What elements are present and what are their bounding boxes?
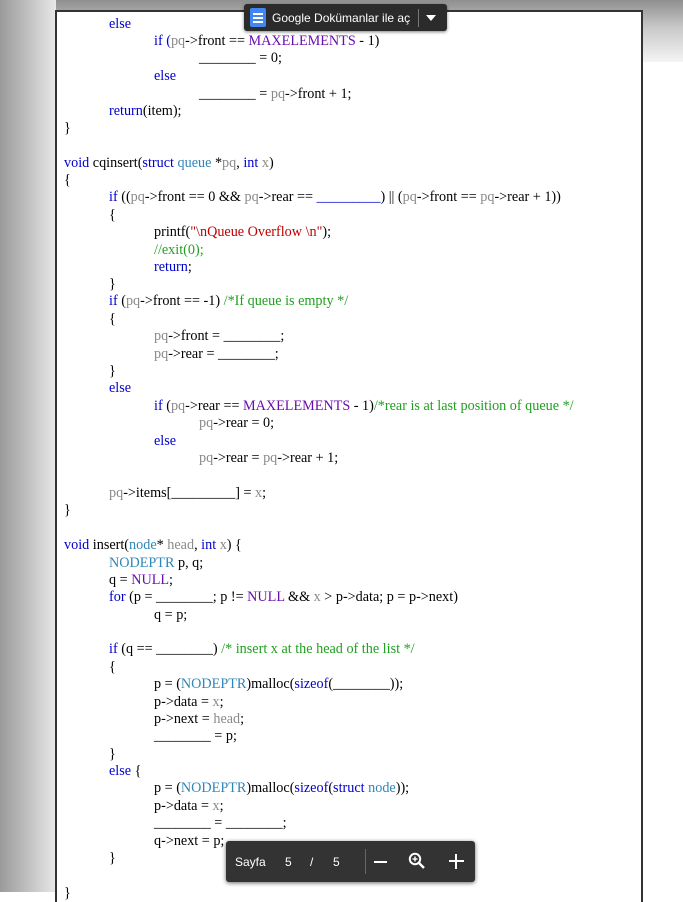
code-token: else	[154, 433, 177, 449]
code-token: pq	[270, 86, 286, 102]
code-token: > p->data; p = p->next)	[320, 589, 458, 605]
code-token: void	[64, 537, 90, 553]
code-token: pq	[244, 189, 259, 205]
code-token: pq	[199, 450, 214, 466]
code-line	[154, 711, 244, 728]
code-token: {	[109, 659, 116, 675]
code-line	[109, 189, 561, 206]
code-token: ;	[262, 485, 267, 501]
code-line	[154, 728, 237, 745]
code-line	[154, 346, 279, 363]
code-token: p->data =	[154, 694, 213, 710]
code-line	[64, 502, 71, 519]
code-token: pq	[402, 189, 417, 205]
code-token: *	[211, 155, 223, 171]
code-token: else	[109, 763, 132, 779]
code-token: x	[212, 694, 220, 710]
code-token: }	[109, 363, 116, 379]
code-token: ;	[240, 711, 245, 727]
code-token: (	[117, 293, 126, 309]
code-token: )malloc(	[246, 676, 295, 692]
code-line	[154, 398, 574, 415]
code-line	[154, 328, 284, 345]
zoom-plus-icon[interactable]	[449, 854, 464, 869]
code-line	[154, 242, 204, 259]
open-with-google-docs-button[interactable]	[244, 4, 447, 31]
code-token: /*If queue is empty */	[223, 293, 349, 309]
zoom-out-icon[interactable]	[374, 861, 387, 863]
code-token: sizeof	[294, 780, 329, 796]
code-token: pq	[154, 328, 169, 344]
code-token: cqinsert(	[89, 155, 143, 171]
code-token: {	[131, 763, 142, 779]
code-line	[109, 746, 116, 763]
code-token: ->front = ________;	[168, 328, 285, 344]
code-token: {	[109, 207, 116, 223]
code-token: x	[212, 798, 220, 814]
code-token: ((	[117, 189, 131, 205]
code-token: ->rear ==	[258, 189, 317, 205]
code-line	[109, 641, 415, 658]
code-token: ________ = 0;	[199, 50, 282, 66]
code-line	[64, 155, 274, 172]
code-token: ________ = ________;	[154, 815, 287, 831]
code-line	[109, 207, 116, 224]
code-token: //exit(0);	[154, 242, 204, 258]
code-line	[154, 33, 379, 50]
code-token: pq	[125, 293, 141, 309]
code-token: {	[109, 311, 116, 327]
code-token: ) {	[226, 537, 242, 553]
code-line	[199, 50, 282, 67]
code-token: p, q;	[174, 555, 204, 571]
code-token: )	[268, 155, 274, 171]
code-token: pq	[199, 415, 214, 431]
code-token: else	[109, 380, 132, 396]
code-token: struct	[333, 780, 365, 796]
code-token: }	[109, 276, 116, 292]
toolbar-divider	[418, 9, 419, 27]
code-line	[109, 380, 131, 397]
code-token: pq	[154, 346, 169, 362]
code-token: p = (	[154, 676, 181, 692]
code-token: else	[154, 68, 177, 84]
code-token: p->data =	[154, 798, 213, 814]
code-token: ;	[219, 798, 224, 814]
code-token: NODEPTR	[109, 555, 175, 571]
code-token: MAXELEMENTS	[243, 398, 351, 414]
code-token: if	[109, 293, 118, 309]
code-line	[199, 415, 274, 432]
code-token: - 1)	[350, 398, 374, 414]
code-line	[64, 172, 71, 189]
code-token: NULL	[131, 572, 170, 588]
code-token: x	[255, 485, 263, 501]
code-token: /* insert x at the head of the list */	[221, 641, 415, 657]
code-token: ));	[395, 780, 410, 796]
code-token: _________	[316, 189, 381, 205]
code-line	[154, 694, 224, 711]
code-token: pq	[263, 450, 278, 466]
code-token: ->rear ==	[185, 398, 244, 414]
code-token: int	[201, 537, 217, 553]
code-token: ->rear =	[213, 450, 264, 466]
code-token: ________ =	[199, 86, 271, 102]
code-token: node	[368, 780, 396, 796]
code-token: x	[313, 589, 321, 605]
code-line	[109, 276, 116, 293]
page-navigation-bar	[226, 841, 475, 882]
code-token: (q == ________)	[117, 641, 222, 657]
code-line	[199, 86, 351, 103]
code-line	[154, 815, 287, 832]
code-token: ;	[219, 694, 224, 710]
code-token: x	[219, 537, 227, 553]
code-token: (item);	[142, 103, 182, 119]
code-line	[64, 120, 71, 137]
code-token: pq	[480, 189, 495, 205]
code-line	[109, 311, 116, 328]
code-token: ->front ==	[185, 33, 249, 49]
code-token: return	[109, 103, 143, 119]
code-line	[64, 537, 242, 554]
code-token: (	[328, 780, 334, 796]
code-line	[109, 850, 116, 867]
code-line	[109, 293, 348, 310]
zoom-in-magnifier-icon[interactable]	[408, 852, 426, 870]
code-token: struct	[142, 155, 174, 171]
code-token: queue	[177, 155, 212, 171]
code-line	[64, 885, 71, 902]
code-token: }	[64, 120, 71, 136]
code-token: ->rear + 1))	[494, 189, 561, 205]
open-with-label: Google Dokümanlar ile aç	[272, 10, 411, 25]
code-token: q =	[109, 572, 132, 588]
code-line	[154, 433, 176, 450]
code-token: sizeof	[294, 676, 329, 692]
current-page-number[interactable]: 5	[285, 855, 292, 869]
code-token: x	[261, 155, 269, 171]
code-token: if (	[154, 33, 171, 49]
code-token: ;	[169, 572, 173, 588]
code-line	[109, 555, 203, 572]
code-token: pq	[170, 398, 186, 414]
code-token: for	[109, 589, 126, 605]
dropdown-caret-icon[interactable]	[426, 15, 436, 21]
document-page	[55, 10, 643, 902]
code-token: ->front == 0 &&	[144, 189, 245, 205]
code-line	[154, 68, 176, 85]
code-token: - 1)	[355, 33, 380, 49]
code-token: if	[109, 641, 118, 657]
code-token: pq	[130, 189, 145, 205]
code-line	[109, 763, 141, 780]
code-token: ;	[187, 259, 192, 275]
code-line	[109, 572, 173, 589]
code-token: )malloc(	[246, 780, 295, 796]
code-token: printf(	[154, 224, 191, 240]
code-line	[154, 224, 331, 241]
code-token: p->next =	[154, 711, 214, 727]
code-token: if	[109, 189, 118, 205]
code-token: ->front ==	[416, 189, 481, 205]
code-token: &&	[284, 589, 314, 605]
code-token: ->rear = 0;	[213, 415, 275, 431]
code-token: if	[154, 398, 163, 414]
code-line	[154, 259, 192, 276]
code-token: }	[64, 502, 71, 518]
code-token: {	[64, 172, 71, 188]
code-token: ,	[236, 155, 244, 171]
code-token: insert(	[89, 537, 130, 553]
code-token: );	[322, 224, 332, 240]
code-token: ________ = p;	[154, 728, 237, 744]
code-token: (p = ________; p !=	[125, 589, 248, 605]
viewer-left-margin	[0, 0, 56, 892]
code-token: else	[109, 16, 132, 32]
code-token: (________));	[328, 676, 404, 692]
code-token: ->front + 1;	[285, 86, 352, 102]
code-token: /*rear is at last position of queue */	[373, 398, 574, 414]
code-token: p = (	[154, 780, 181, 796]
code-token: ) || (	[380, 189, 403, 205]
code-token: int	[243, 155, 259, 171]
code-line	[109, 589, 458, 606]
code-token: MAXELEMENTS	[248, 33, 356, 49]
code-token: (	[162, 398, 171, 414]
code-line	[109, 103, 182, 120]
code-line	[154, 833, 224, 850]
code-line	[154, 676, 403, 693]
code-line	[109, 16, 131, 33]
code-token: pq	[222, 155, 237, 171]
code-line	[199, 450, 338, 467]
code-token: ->rear + 1;	[277, 450, 339, 466]
code-token: *	[156, 537, 168, 553]
code-token: }	[109, 746, 116, 762]
page-separator: /	[310, 855, 314, 869]
code-token: NODEPTR	[180, 780, 247, 796]
total-pages: 5	[333, 855, 340, 869]
code-token: q = p;	[154, 607, 188, 623]
code-token: return	[154, 259, 188, 275]
code-token: NODEPTR	[180, 676, 247, 692]
code-token: void	[64, 155, 90, 171]
code-token: }	[109, 850, 116, 866]
code-token: head	[167, 537, 195, 553]
code-token: node	[129, 537, 157, 553]
code-line	[109, 363, 116, 380]
pager-divider	[365, 849, 366, 874]
code-token: }	[64, 885, 71, 901]
code-token: ,	[194, 537, 202, 553]
code-token: pq	[170, 33, 186, 49]
code-line	[109, 659, 116, 676]
code-token: "\nQueue Overflow \n"	[190, 224, 323, 240]
code-token: pq	[109, 485, 124, 501]
code-line	[154, 798, 224, 815]
code-line	[109, 485, 266, 502]
code-token: ->items[_________] =	[123, 485, 256, 501]
code-token: ->front == -1)	[140, 293, 224, 309]
code-token: ->rear = ________;	[168, 346, 279, 362]
code-token: NULL	[247, 589, 285, 605]
code-line	[154, 607, 187, 624]
code-line	[154, 780, 409, 797]
code-token: q->next = p;	[154, 833, 225, 849]
google-docs-icon	[250, 8, 266, 27]
code-token: head	[213, 711, 241, 727]
page-label: Sayfa	[235, 855, 266, 869]
